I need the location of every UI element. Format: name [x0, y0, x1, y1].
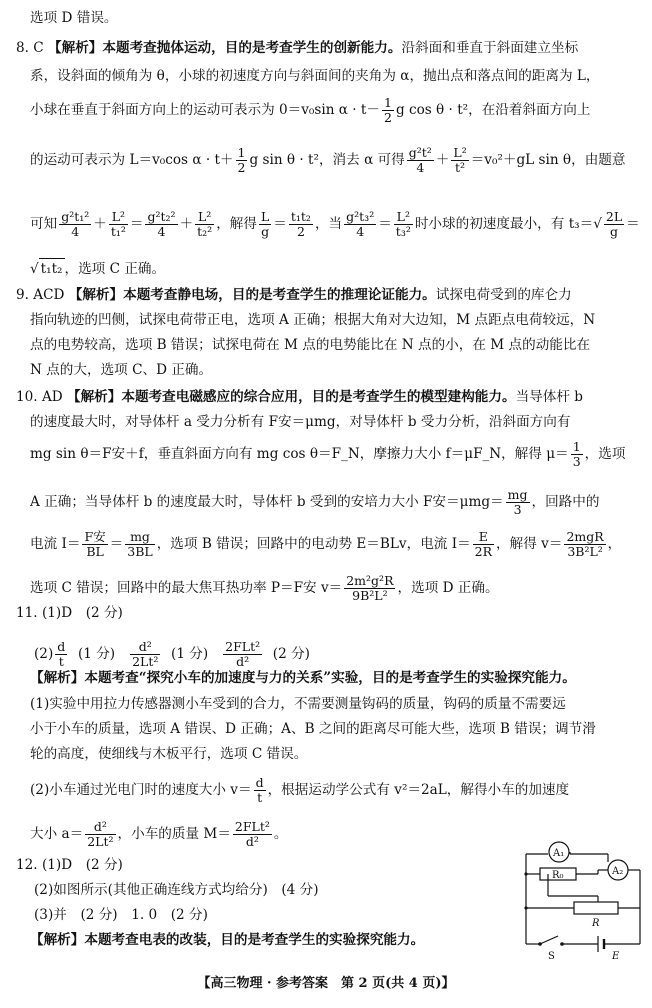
label-r: R [592, 918, 600, 929]
text-line: √ t₁t₂ ，选项 C 正确。 [30, 258, 165, 279]
q12-analysis-title: 【解析】本题考查电表的改装，目的是考查学生的实验探究能力。 [30, 932, 425, 948]
q11-analysis-title: 【解析】本题考查“探究小车的加速度与力的关系”实验，目的是考查学生的实验探究能力。 [30, 670, 576, 686]
text-line: N 点的大，选项 C、D 正确。 [30, 362, 213, 378]
text-line: A 正确；当导体杆 b 的速度最大时，导体杆 b 受到的安培力大小 F安＝μmg＝ $\frac{mg}{3}$ ，回路中的 [30, 487, 600, 517]
text-line: 小球在垂直于斜面方向上的运动可表示为 0＝v₀sin α · t－ $\frac{1}{2}$ g cos θ · t²，在沿着斜面方向上 [30, 95, 591, 125]
text-line: 选项 D 错误。 [30, 10, 118, 26]
text-line: 小于小车的质量，选项 A 错误、D 正确；A、B 之间的距离尽可能大些，选项 B 错误；调节滑 [30, 721, 596, 737]
q11-part2: (2) $\frac{d}{t}$ (1 分) $\frac{\text{d²}}{\text{2Lt²}}$ (1 分) $\frac{\text{2FLt²}}{\text{d²}}$ (2 分) [34, 639, 310, 669]
text-line: (1)实验中用拉力传感器测小车受到的合力，不需要测量钩码的质量，钩码的质量不需要远 [30, 696, 566, 712]
label-r0: R₀ [552, 870, 564, 881]
q8-header: 8. C 【解析】本题考查抛体运动，目的是考查学生的创新能力。沿斜面和垂直于斜面建立坐标 [16, 40, 579, 56]
q12-part1: 12. (1)D (2 分) [16, 857, 123, 873]
text-line: mg sin θ＝F安＋f，垂直斜面方向有 mg cos θ＝F_N，摩擦力大小 f＝μF_N，解得 μ＝ $\frac{1}{3}$ ，选项 [30, 439, 626, 469]
q11-part1: 11. (1)D (2 分) [16, 605, 123, 621]
page-footer: 【高三物理 · 参考答案 第 2 页(共 4 页)】 [197, 976, 455, 991]
text-line: 的速度最大时，对导体杆 a 受力分析有 F安＝μmg，对导体杆 b 受力分析，沿斜面方向有 [30, 414, 571, 430]
text-line: 系，设斜面的倾角为 θ，小球的初速度方向与斜面间的夹角为 α，抛出点和落点间的距离为 L， [30, 68, 600, 84]
circuit-diagram [518, 834, 648, 964]
label-s: S [548, 951, 555, 962]
label-a1: A₁ [553, 848, 565, 859]
text-line: 点的电势较高，选项 B 错误；试探电荷在 M 点的电势能比在 N 点的小，在 M 点的动能比在 [30, 337, 591, 353]
text-line: 可知 $\frac{\text{g²t₁²}}{4}$ ＋ $\frac{\text{L²}}{\text{t₁²}}$ ＝ $\frac{\text{g²t₂²}}{4}$ ＋ $\frac{\text{L²}}{\text{t₂²}}$ ，解得 $\frac{L}{g}$ ＝ $\frac{\text{t₁t₂}}{2}$ ，当 $\frac{\text{g²t₃²}}{4}$ ＝ $\frac{\text{L²}}{\text{t₃²}}$ 时小球的初速度最小，有 t₃＝√ $\frac{2L}{g}$ ＝ [30, 209, 640, 239]
q10-header: 10. AD 【解析】本题考查电磁感应的综合应用，目的是考查学生的模型建构能力。当导体杆 b [16, 389, 583, 405]
q9-header: 9. ACD 【解析】本题考查静电场，目的是考查学生的推理论证能力。试探电荷受到的库仑力 [16, 287, 572, 303]
label-a2: A₂ [612, 866, 624, 877]
text-line: (2)小车通过光电门时的速度大小 v＝ $\frac{d}{t}$ ，根据运动学公式有 v²＝2aL，解得小车的加速度 [30, 775, 570, 805]
text-line: 选项 C 错误；回路中的最大焦耳热功率 P＝F安 v＝ $\frac{\text{2m²g²R}}{\text{9B²L²}}$ ，选项 D 正确。 [30, 573, 499, 603]
fraction: $\frac{1}{2}$ [383, 95, 392, 125]
text-line: 指向轨迹的凹侧，试探电荷带正电，选项 A 正确；根据大角对大边知，M 点距点电荷较远，N [30, 312, 596, 328]
label-e: E [612, 951, 620, 962]
text-line: 大小 a＝ $\frac{\text{d²}}{\text{2Lt²}}$ ，小车的质量 M＝ $\frac{\text{2FLt²}}{\text{d²}}$ 。 [30, 819, 288, 849]
text-line: 的运动可表示为 L＝v₀cos α · t＋ $\frac{1}{2}$ g sin θ · t²，消去 α 可得 $\frac{\text{g²t²}}{4}$ ＋ $\frac{\text{L²}}{\text{t²}}$ ＝v₀²＋gL sin θ，由题意 [30, 145, 626, 175]
q12-part2: (2)如图所示(其他正确连线方式均给分) (4 分) [34, 882, 319, 898]
q12-part3: (3)并 (2 分) 1. 0 (2 分) [34, 907, 208, 923]
text-line: 电流 I＝ $\frac{\text{F安}}{BL}$ ＝ $\frac{mg}{3BL}$ ，选项 B 错误；回路中的电动势 E＝BLv，电流 I＝ $\frac{E}{2R}$ ，解得 v＝ $\frac{\text{2mgR}}{\text{3B²L²}}$ ， [30, 529, 622, 559]
text-line: 轮的高度，使细线与木板平行，选项 C 错误。 [30, 746, 308, 762]
